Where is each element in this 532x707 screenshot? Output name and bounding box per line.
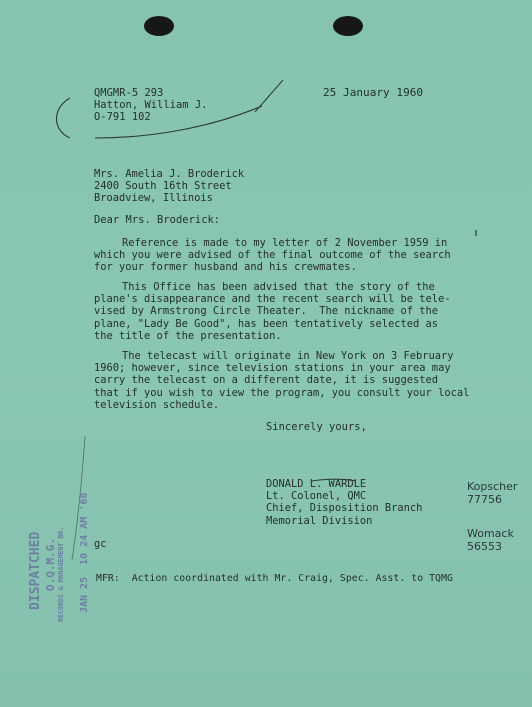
- handwritten-name-2: Womack: [467, 527, 514, 540]
- signature-line: Memorial Division: [266, 514, 373, 527]
- signature-line: Chief, Disposition Branch: [266, 502, 423, 515]
- signature-line: Lt. Colonel, QMC: [266, 490, 367, 503]
- stamp-records-branch: RECORDS & MANAGEMENT BR.: [57, 526, 65, 622]
- closing: Sincerely yours,: [266, 421, 367, 433]
- paragraph-line: The telecast will originate in New York on 3 February: [122, 350, 454, 362]
- salutation: Dear Mrs. Broderick:: [94, 214, 221, 226]
- subject-name: Hatton, William J.: [94, 99, 208, 111]
- paragraph-line: carry the telecast on a different date, it is suggested: [94, 374, 439, 387]
- paragraph-line: television schedule.: [94, 398, 220, 411]
- service-number: O-791 102: [94, 111, 151, 123]
- address-line: Mrs. Amelia J. Broderick: [94, 168, 245, 180]
- stamp-dispatched: DISPATCHED: [28, 531, 43, 610]
- paragraph-line: the title of the presentation.: [94, 329, 282, 342]
- signature-block: [266, 478, 422, 527]
- paragraph-line: 1960; however, since television stations in your area may: [94, 362, 451, 375]
- paragraph-line: Reference is made to my letter of 2 November 1959 in: [122, 237, 448, 249]
- handwritten-number-1: 77756: [467, 493, 502, 506]
- handwritten-name-1: Kopscher: [467, 480, 518, 493]
- paragraph-line: vised by Armstrong Circle Theater. The nickname of the: [94, 305, 439, 318]
- paragraph-line: plane, "Lady Be Good", has been tentatively selected as: [94, 317, 439, 330]
- reference-code: QMGMR-5 293: [94, 87, 164, 99]
- paragraph-line: which you were advised of the final outcome of the search: [94, 249, 451, 262]
- paragraph-line: that if you wish to view the program, you consult your local: [94, 386, 470, 399]
- stamp-date: JAN 25 10 24 AM '60: [79, 492, 90, 613]
- stamp-oqmg: O.Q.M.G.: [44, 538, 57, 591]
- letter-date: 25 January 1960: [323, 86, 424, 99]
- paragraph-line: for your former husband and his crewmates.: [94, 261, 357, 274]
- paragraph-3: [94, 350, 469, 411]
- memo-for-record: MFR: Action coordinated with Mr. Craig, Spec. Asst. to TQMG: [96, 573, 453, 584]
- signature-line: DONALD L. WARDLE: [266, 478, 367, 490]
- recipient-address: [94, 168, 244, 205]
- paragraph-1: [94, 237, 451, 274]
- address-line: Broadview, Illinois: [94, 192, 213, 205]
- address-line: 2400 South 16th Street: [94, 180, 232, 193]
- paragraph-line: This Office has been advised that the story of the: [122, 281, 435, 293]
- typist-initials: gc: [94, 538, 107, 550]
- handwritten-number-2: 56553: [467, 540, 502, 553]
- paragraph-line: plane's disappearance and the recent search will be tele-: [94, 293, 451, 306]
- paragraph-2: [94, 281, 451, 342]
